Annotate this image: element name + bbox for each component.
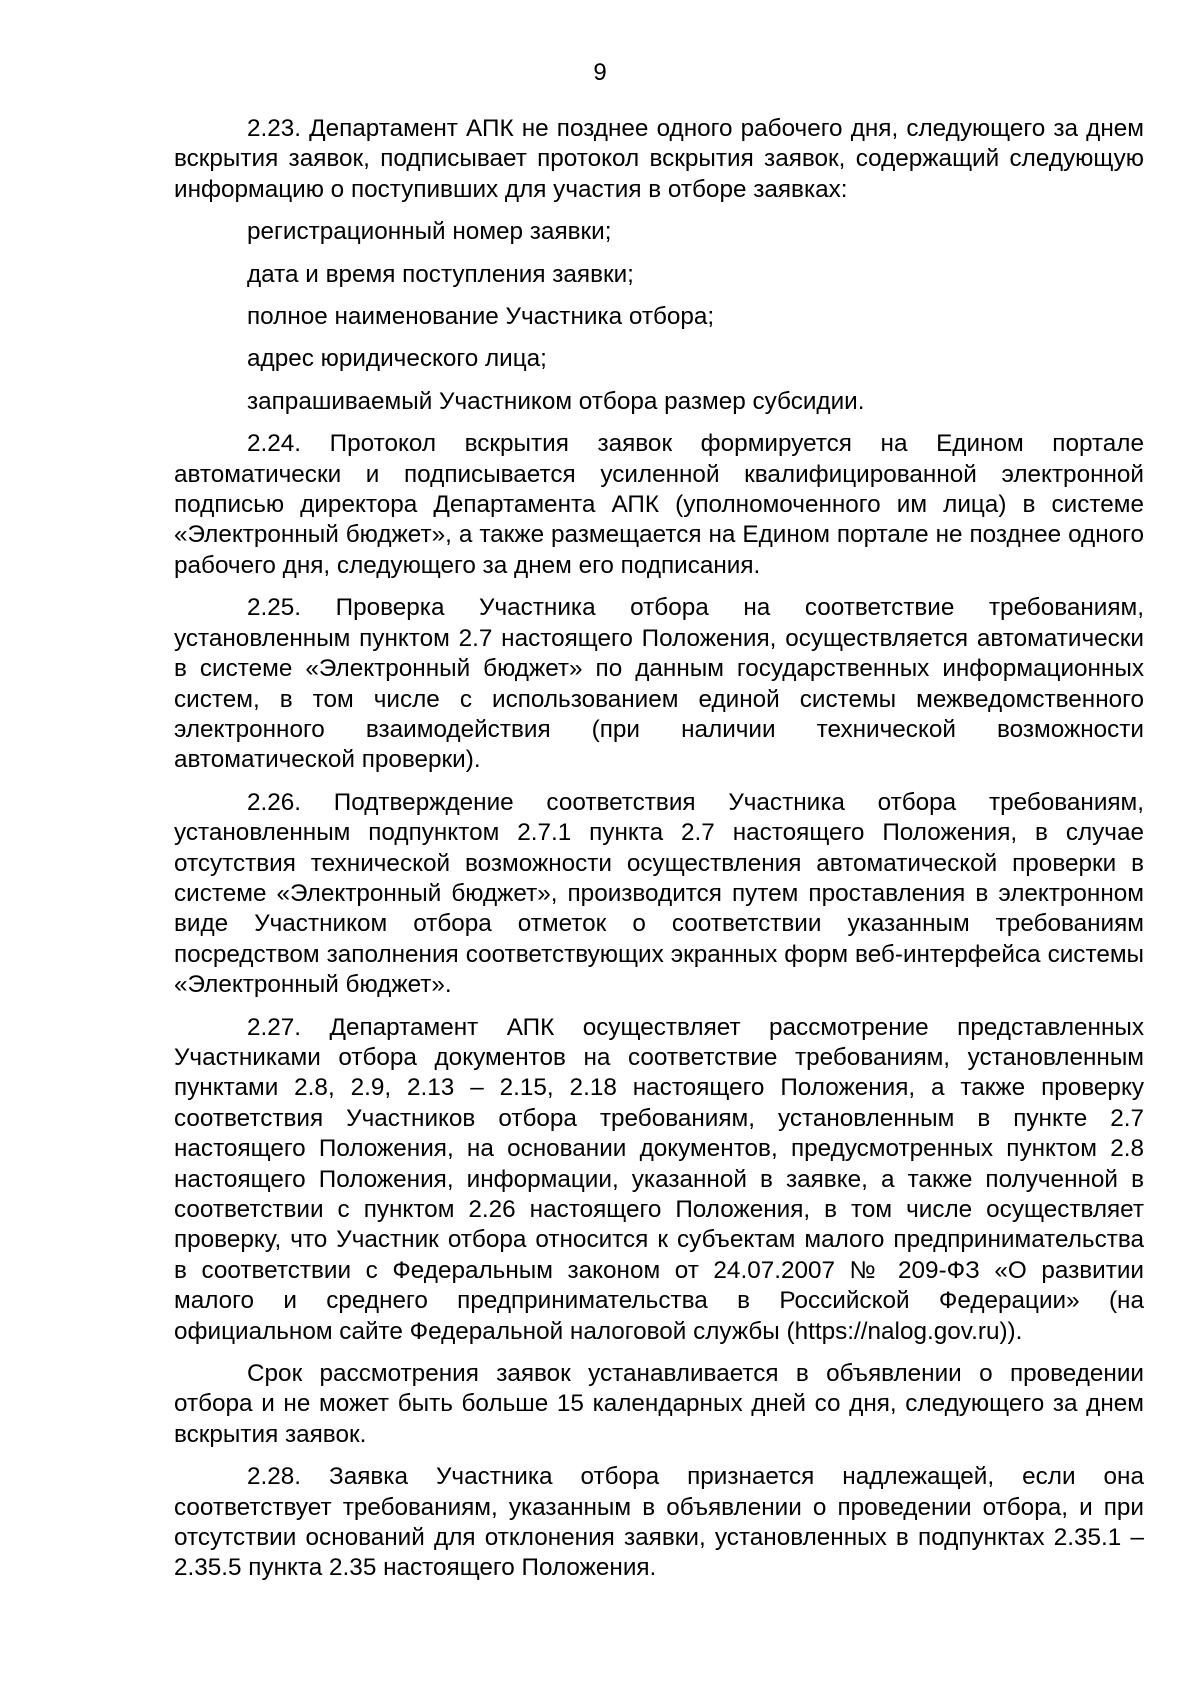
list-item: полное наименование Участника отбора; (247, 303, 715, 331)
list-item: запрашиваемый Участником отбора размер субсидии. (247, 387, 865, 415)
document-body (174, 114, 1144, 1584)
list-item: регистрационный номер заявки; (247, 218, 612, 246)
list-item: адрес юридического лица; (247, 345, 547, 373)
protocol-info-list (174, 217, 1144, 417)
paragraph-2-24: 2.24. Протокол вскрытия заявок формируется на Едином портале автоматически и подписывается усиленной квалифицированной электронной подписью директора Департамента АПК (уполномоченного им лица) в системе «Электронный бюджет», а также размещается на Едином портале не позднее одного рабочего дня, следующего за днем его подписания. (174, 430, 1144, 579)
paragraph-2-27: 2.27. Департамент АПК осуществляет рассмотрение представленных Участниками отбора документов на соответствие требованиям, установленным пунктами 2.8, 2.9, 2.13 – 2.15, 2.18 настоящего Положения, а также проверку соответствия Участников отбора требованиям, установленным в пункте 2.7 настоящего Положения, на основании документов, предусмотренных пунктом 2.8 настоящего Положения, информации, указанной в заявке, а также полученной в соответствии с пунктом 2.26 настоящего Положения, в том числе осуществляет проверку, что Участник отбора относится к субъектам малого предпринимательства в соответствии с Федеральным законом от 24.07.2007 № 209-ФЗ «О развитии малого и среднего предпринимательства в Российской Федерации» (на официальном сайте Федеральной налоговой службы (https://nalog.gov.ru)). (174, 1013, 1144, 1345)
paragraph-2-25: 2.25. Проверка Участника отбора на соответствие требованиям, установленным пунктом 2.7 настоящего Положения, осуществляется автоматически в системе «Электронный бюджет» по данным государственных информационных систем, в том числе с использованием единой системы межведомственного электронного взаимодействия (при наличии технической возможности автоматической проверки). (174, 594, 1144, 774)
page-number: 9 (593, 59, 607, 86)
paragraph-2-28: 2.28. Заявка Участника отбора признается надлежащей, если она соответствует требованиям, указанным в объявлении о проведении отбора, и при отсутствии оснований для отклонения заявки, установленных в подпунктах 2.35.1 – 2.35.5 пункта 2.35 настоящего Положения. (174, 1463, 1144, 1582)
paragraph-2-26: 2.26. Подтверждение соответствия Участника отбора требованиям, установленным подпунктом 2.7.1 пункта 2.7 настоящего Положения, в случае отсутствия технической возможности осуществления автоматической проверки в системе «Электронный бюджет», производится путем проставления в электронном виде Участником отбора отметок о соответствии указанным требованиям посредством заполнения соответствующих экранных форм веб-интерфейса системы «Электронный бюджет». (174, 788, 1144, 999)
list-item: дата и время поступления заявки; (247, 260, 634, 288)
paragraph-2-23: 2.23. Департамент АПК не позднее одного рабочего дня, следующего за днем вскрытия заявок, подписывает протокол вскрытия заявок, содержащий следующую информацию о поступивших для участия в отборе заявках: (174, 115, 1144, 203)
paragraph-review-term: Срок рассмотрения заявок устанавливается в объявлении о проведении отбора и не может быть больше 15 календарных дней со дня, следующего за днем вскрытия заявок. (174, 1360, 1144, 1448)
